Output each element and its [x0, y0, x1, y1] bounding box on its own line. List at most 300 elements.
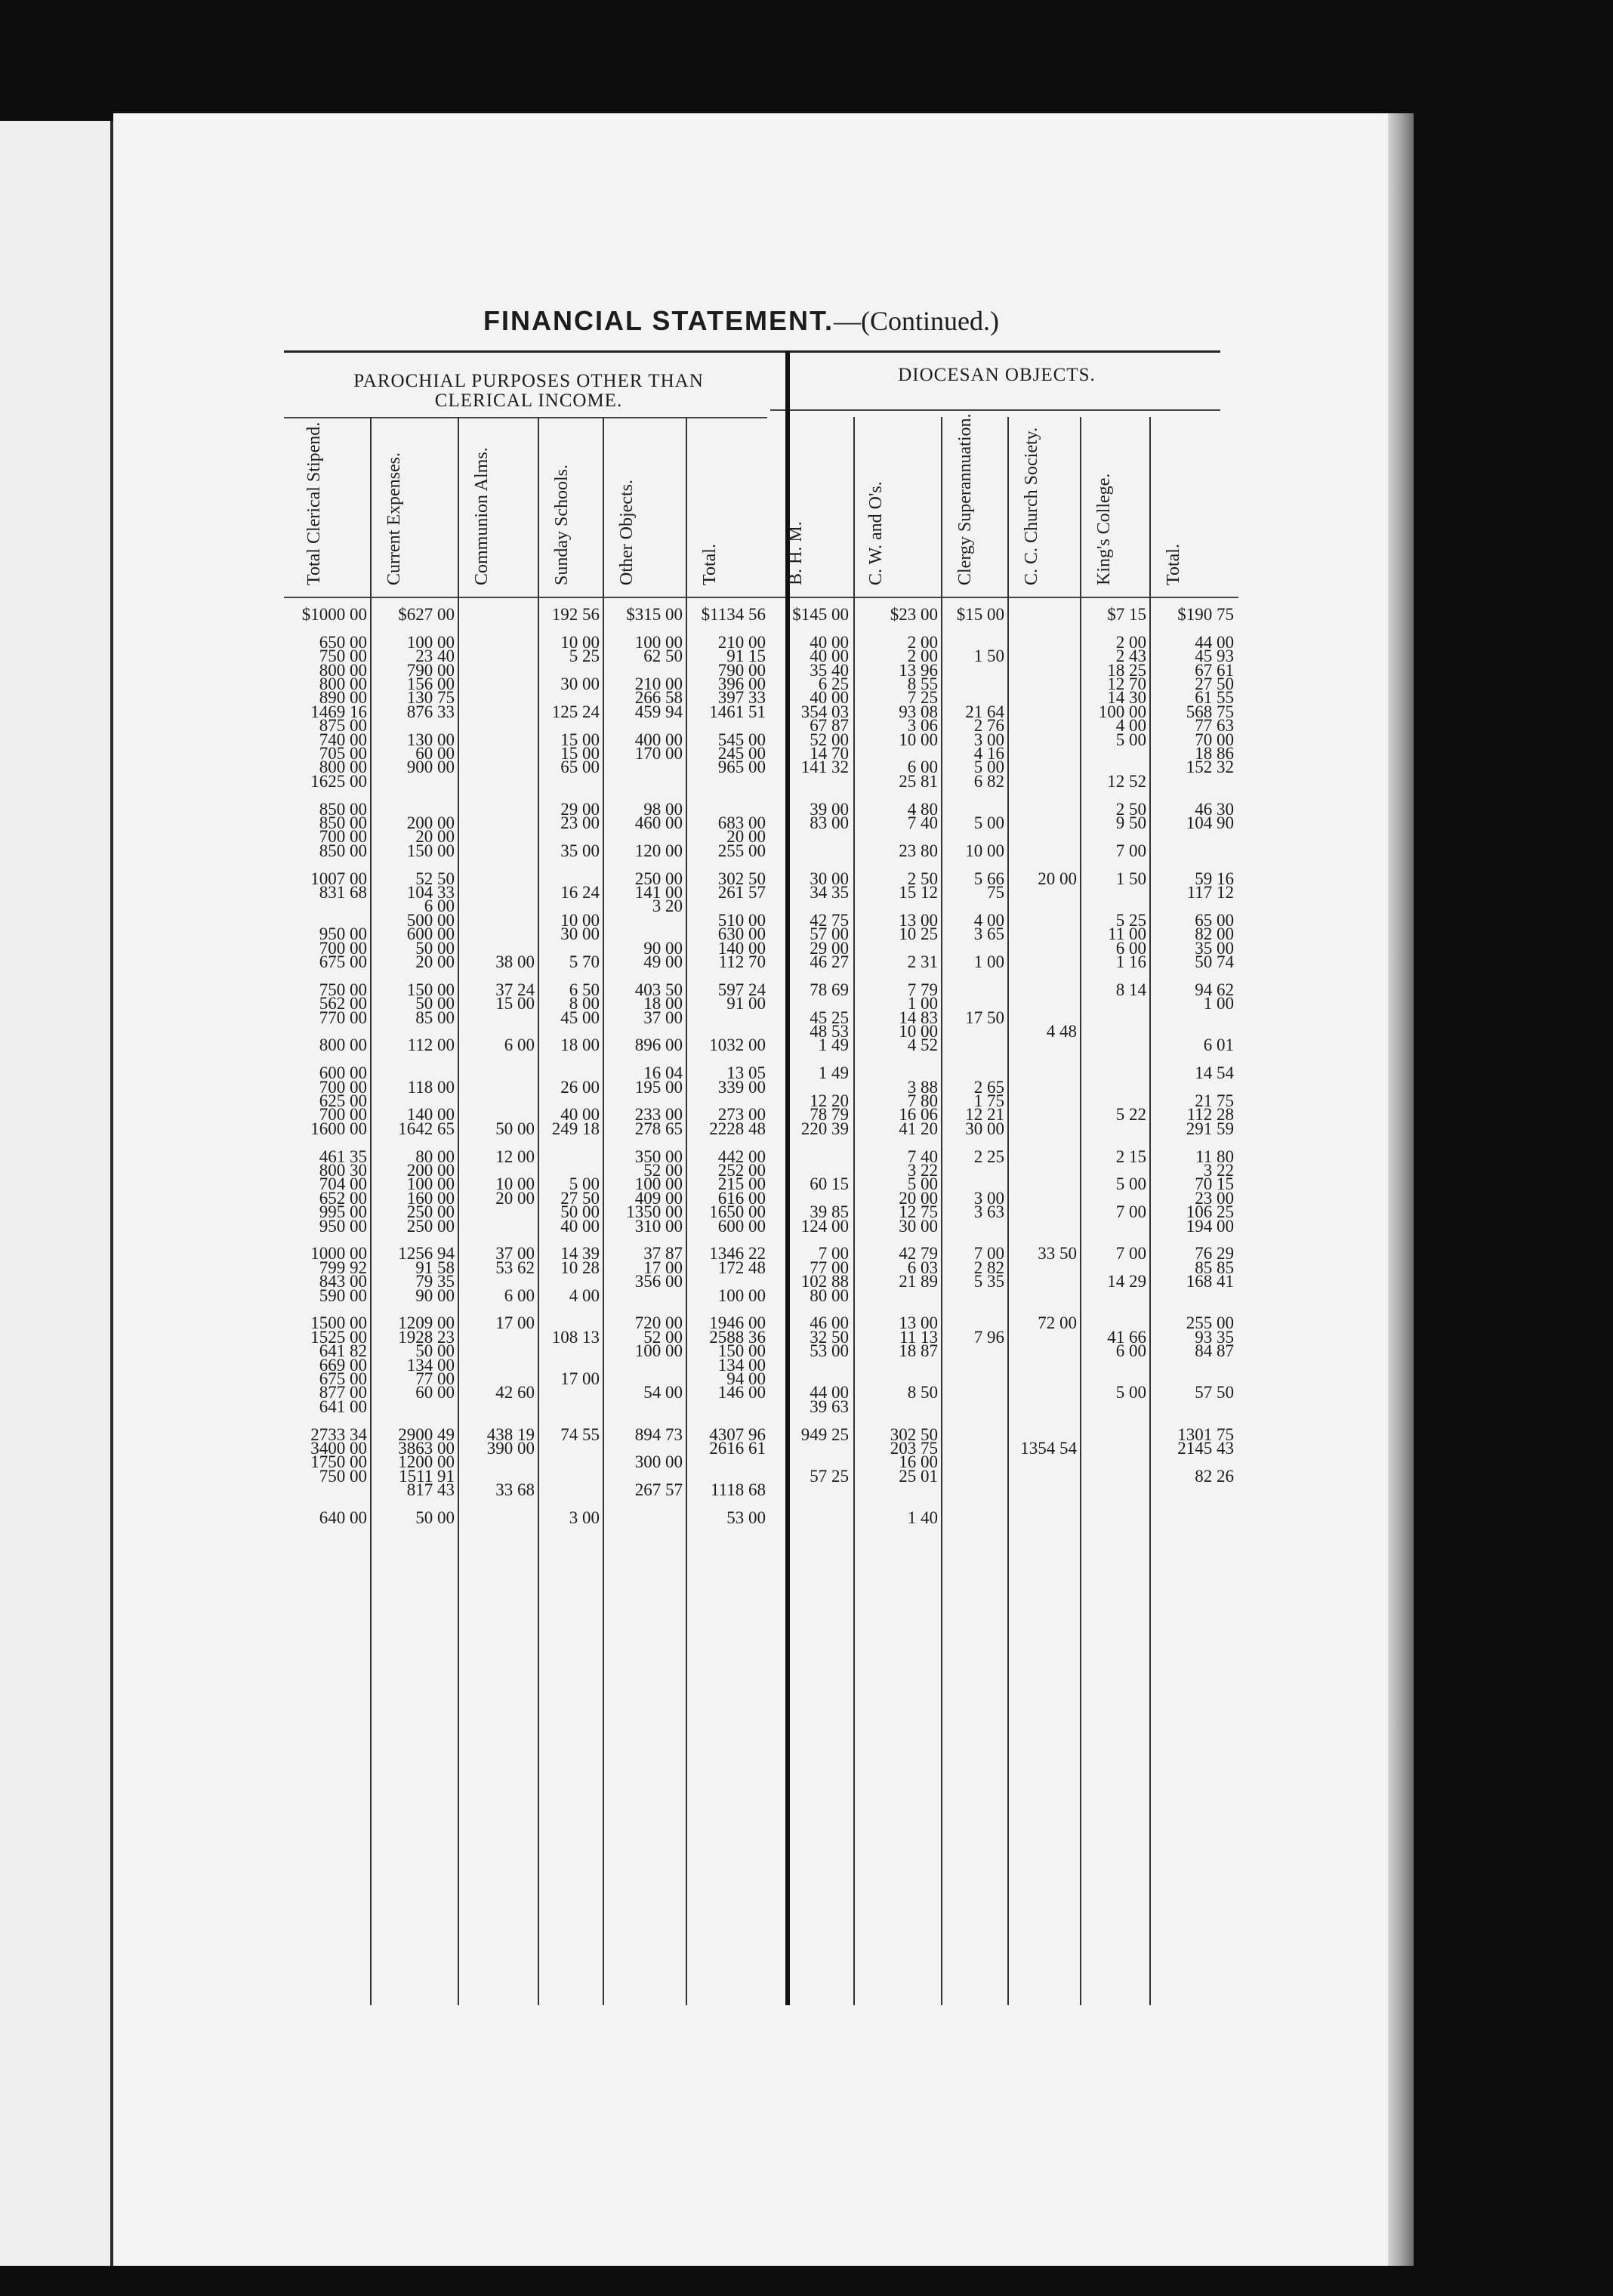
- table-cell: 40 00: [810, 647, 849, 666]
- table-cell: 1625 00: [310, 771, 367, 791]
- diocesan-group-header: DIOCESAN OBJECTS.: [898, 365, 1096, 385]
- table-cell: 750 00: [319, 980, 367, 999]
- table-cell: 112 70: [718, 952, 766, 971]
- table-cell: 53 62: [495, 1258, 535, 1277]
- table-cell: 12 52: [1107, 771, 1146, 791]
- table-cell: 21 64: [965, 702, 1004, 721]
- table-cell: 2 00: [1115, 632, 1146, 652]
- table-cell: 900 00: [406, 758, 455, 777]
- table-cell: 93 35: [1195, 1327, 1234, 1347]
- table-cell: 100 00: [634, 1174, 683, 1194]
- table-cell: 29 00: [560, 799, 600, 819]
- table-cell: 100 00: [406, 1174, 455, 1194]
- table-cell: 35 40: [810, 660, 849, 680]
- table-cell: 25 01: [899, 1466, 938, 1486]
- table-cell: 13 00: [899, 1313, 938, 1333]
- table-cell: 33 50: [1038, 1244, 1077, 1264]
- table-cell: 675 00: [319, 1369, 367, 1388]
- table-cell: 104 33: [406, 883, 455, 902]
- table-cell: 2588 36: [709, 1327, 766, 1347]
- table-cell: 1032 00: [709, 1035, 766, 1055]
- table-cell: 6 25: [818, 674, 849, 693]
- table-cell: 568 75: [1186, 702, 1234, 721]
- table-cell: 1642 65: [398, 1119, 455, 1138]
- table-cell: $190 75: [1177, 605, 1234, 624]
- table-cell: 1 49: [818, 1063, 849, 1083]
- table-cell: 8 50: [907, 1383, 938, 1403]
- table-cell: 1946 00: [709, 1313, 766, 1333]
- table-cell: 245 00: [717, 744, 766, 763]
- table-cell: 50 00: [415, 1341, 455, 1361]
- column-header: Other Objects.: [617, 480, 637, 585]
- table-cell: 152 32: [1186, 758, 1234, 777]
- table-cell: 16 04: [643, 1063, 683, 1083]
- table-cell: 3 00: [973, 730, 1004, 749]
- table-cell: 130 00: [406, 730, 455, 749]
- table-cell: 117 12: [1186, 883, 1234, 902]
- table-cell: 77 63: [1195, 716, 1234, 736]
- table-cell: 7 40: [907, 1146, 938, 1166]
- table-cell: 2228 48: [709, 1119, 766, 1138]
- table-cell: 17 50: [965, 1008, 1004, 1027]
- table-cell: 995 00: [319, 1202, 367, 1222]
- table-cell: 23 80: [899, 841, 938, 860]
- table-cell: 37 00: [495, 1244, 535, 1264]
- table-cell: 831 68: [319, 883, 367, 902]
- table-cell: 67 61: [1195, 660, 1234, 680]
- table-cell: 50 00: [560, 1202, 600, 1222]
- table-cell: 2 65: [973, 1077, 1004, 1097]
- table-cell: 267 57: [634, 1480, 683, 1500]
- table-cell: 11 00: [1108, 924, 1146, 944]
- table-cell: 876 33: [406, 702, 455, 721]
- table-cell: 46 27: [810, 952, 849, 971]
- table-cell: 12 20: [810, 1091, 849, 1110]
- table-cell: 14 39: [560, 1244, 600, 1264]
- header-bottom-rule: [284, 597, 1238, 598]
- table-cell: 4 80: [907, 799, 938, 819]
- table-cell: 52 50: [415, 869, 455, 888]
- table-cell: 7 00: [1115, 841, 1146, 860]
- table-cell: 302 50: [717, 869, 766, 888]
- table-cell: 600 00: [717, 1216, 766, 1236]
- table-cell: 18 00: [560, 1035, 600, 1055]
- table-cell: 1750 00: [310, 1452, 367, 1472]
- table-cell: 134 00: [717, 1355, 766, 1375]
- table-cell: 46 30: [1195, 799, 1234, 819]
- table-cell: 261 57: [717, 883, 766, 902]
- table-cell: 1511 91: [399, 1466, 455, 1486]
- table-cell: 70 00: [1195, 730, 1234, 749]
- table-cell: 18 87: [899, 1341, 938, 1361]
- table-cell: 7 96: [973, 1327, 1004, 1347]
- table-cell: 800 00: [319, 1035, 367, 1055]
- table-cell: 790 00: [717, 660, 766, 680]
- table-cell: 6 82: [973, 771, 1004, 791]
- table-cell: $145 00: [792, 605, 849, 624]
- table-cell: 10 25: [899, 924, 938, 944]
- table-cell: 1 49: [818, 1035, 849, 1055]
- table-cell: 5 00: [973, 813, 1004, 832]
- table-cell: 6 00: [504, 1035, 535, 1055]
- table-cell: 45 00: [560, 1008, 600, 1027]
- table-cell: 84 87: [1195, 1341, 1234, 1361]
- table-cell: 23 00: [560, 813, 600, 832]
- table-cell: 770 00: [319, 1008, 367, 1027]
- table-cell: 1256 94: [398, 1244, 455, 1264]
- table-cell: 94 00: [726, 1369, 766, 1388]
- table-cell: 33 68: [495, 1480, 535, 1500]
- column-header: C. W. and O's.: [866, 481, 886, 585]
- table-cell: 23 00: [1195, 1188, 1234, 1208]
- table-cell: 192 56: [551, 605, 600, 624]
- table-cell: 1469 16: [310, 702, 367, 721]
- table-cell: 800 00: [319, 660, 367, 680]
- table-cell: 20 00: [415, 952, 455, 971]
- table-cell: 65 00: [1195, 910, 1234, 930]
- table-cell: 23 40: [415, 647, 455, 666]
- table-cell: 2 25: [973, 1146, 1004, 1166]
- table-cell: 13 96: [899, 660, 938, 680]
- table-cell: 461 35: [319, 1146, 367, 1166]
- column-header: Clergy Superannuation.: [955, 413, 975, 585]
- table-cell: 5 00: [569, 1174, 600, 1194]
- table-cell: 10 00: [560, 910, 600, 930]
- table-cell: 1 00: [973, 952, 1004, 971]
- table-cell: 7 00: [818, 1244, 849, 1264]
- table-cell: 7 40: [907, 813, 938, 832]
- table-cell: 53 00: [810, 1341, 849, 1361]
- table-cell: 15 00: [560, 744, 600, 763]
- table-cell: 704 00: [319, 1174, 367, 1194]
- table-cell: 39 00: [810, 799, 849, 819]
- table-cell: 34 35: [810, 883, 849, 902]
- column-header: King's College.: [1094, 473, 1114, 585]
- table-cell: 10 28: [560, 1258, 600, 1277]
- table-cell: 2 76: [973, 716, 1004, 736]
- table-cell: 70 15: [1195, 1174, 1234, 1194]
- table-cell: 740 00: [319, 730, 367, 749]
- table-cell: 78 79: [810, 1105, 849, 1125]
- table-cell: 21 89: [899, 1272, 938, 1292]
- table-cell: 11 13: [899, 1327, 938, 1347]
- table-cell: 26 00: [560, 1077, 600, 1097]
- table-cell: 850 00: [319, 799, 367, 819]
- table-cell: 1928 23: [398, 1327, 455, 1347]
- table-cell: 60 15: [810, 1174, 849, 1194]
- facing-page-edge: [0, 121, 113, 2266]
- table-cell: 32 50: [810, 1327, 849, 1347]
- table-cell: 354 03: [800, 702, 849, 721]
- table-cell: $627 00: [398, 605, 455, 624]
- table-cell: 79 35: [415, 1272, 455, 1292]
- table-cell: 5 00: [1115, 1174, 1146, 1194]
- table-cell: 75: [987, 883, 1004, 902]
- table-cell: 817 43: [406, 1480, 455, 1500]
- table-cell: 1000 00: [310, 1244, 367, 1264]
- table-cell: 134 00: [406, 1355, 455, 1375]
- page-title: [483, 305, 999, 337]
- table-cell: 220 39: [800, 1119, 849, 1138]
- table-cell: 112 28: [1186, 1105, 1234, 1125]
- table-cell: 4 52: [907, 1035, 938, 1055]
- table-cell: 200 00: [406, 1161, 455, 1180]
- table-cell: 156 00: [406, 674, 455, 693]
- table-cell: 210 00: [717, 632, 766, 652]
- column-header: Total Clerical Stipend.: [304, 421, 324, 585]
- table-cell: 10 00: [899, 1022, 938, 1041]
- table-cell: 94 62: [1195, 980, 1234, 999]
- table-cell: 53 00: [726, 1508, 766, 1527]
- table-cell: 500 00: [406, 910, 455, 930]
- table-cell: 5 66: [973, 869, 1004, 888]
- page-edge-shadow: [1388, 113, 1414, 2266]
- table-cell: 77 00: [415, 1369, 455, 1388]
- table-cell: 39 63: [810, 1396, 849, 1416]
- title-main: FINANCIAL STATEMENT.: [483, 305, 834, 336]
- diocesan-subrule: [770, 409, 1220, 411]
- table-cell: 100 00: [717, 1285, 766, 1305]
- table-cell: 1350 00: [626, 1202, 683, 1222]
- table-cell: 675 00: [319, 952, 367, 971]
- column-header: Sunday Schools.: [552, 464, 572, 585]
- table-cell: 52 00: [643, 1327, 683, 1347]
- table-cell: 85 85: [1195, 1258, 1234, 1277]
- table-cell: 3863 00: [398, 1439, 455, 1458]
- table-cell: 4 00: [1115, 716, 1146, 736]
- table-cell: 249 18: [551, 1119, 600, 1138]
- table-cell: 5 25: [569, 647, 600, 666]
- table-cell: 35 00: [1195, 938, 1234, 958]
- table-cell: 950 00: [319, 1216, 367, 1236]
- table-cell: 750 00: [319, 1466, 367, 1486]
- table-cell: 8 00: [569, 994, 600, 1014]
- table-cell: 13 00: [899, 910, 938, 930]
- table-cell: 7 80: [907, 1091, 938, 1110]
- table-cell: 168 41: [1186, 1272, 1234, 1292]
- table-cell: 20 00: [1038, 869, 1077, 888]
- table-cell: 42 75: [810, 910, 849, 930]
- table-cell: 3 22: [1203, 1161, 1234, 1180]
- table-cell: 61 55: [1195, 688, 1234, 708]
- table-cell: 170 00: [634, 744, 683, 763]
- table-cell: 409 00: [634, 1188, 683, 1208]
- table-cell: 1 50: [973, 647, 1004, 666]
- table-cell: 396 00: [717, 674, 766, 693]
- table-cell: 16 24: [560, 883, 600, 902]
- table-cell: $1000 00: [301, 605, 367, 624]
- table-cell: 27 50: [560, 1188, 600, 1208]
- table-cell: 140 00: [717, 938, 766, 958]
- table-cell: 93 08: [899, 702, 938, 721]
- table-cell: 57 00: [810, 924, 849, 944]
- table-cell: 59 16: [1195, 869, 1234, 888]
- table-cell: 1 75: [973, 1091, 1004, 1110]
- table-cell: 700 00: [319, 938, 367, 958]
- table-cell: 705 00: [319, 744, 367, 763]
- table-cell: 2 50: [1115, 799, 1146, 819]
- table-cell: 210 00: [634, 674, 683, 693]
- table-cell: 9 50: [1115, 813, 1146, 832]
- table-cell: 25 81: [899, 771, 938, 791]
- table-cell: 1 16: [1115, 952, 1146, 971]
- table-cell: 442 00: [717, 1146, 766, 1166]
- table-cell: 15 12: [899, 883, 938, 902]
- table-cell: 5 70: [569, 952, 600, 971]
- table-cell: 459 94: [634, 702, 683, 721]
- table-cell: 460 00: [634, 813, 683, 832]
- table-cell: 4 00: [973, 910, 1004, 930]
- table-cell: 42 60: [495, 1383, 535, 1403]
- table-cell: 50 00: [415, 1508, 455, 1527]
- parochial-group-header: PAROCHIAL PURPOSES OTHER THAN CLERICAL INCOME.: [353, 371, 704, 411]
- table-cell: 252 00: [717, 1161, 766, 1180]
- table-cell: 80 00: [415, 1146, 455, 1166]
- table-cell: 390 00: [486, 1439, 535, 1458]
- table-cell: 339 00: [717, 1077, 766, 1097]
- column-header: Current Expenses.: [384, 452, 404, 585]
- table-cell: 57 25: [810, 1466, 849, 1486]
- table-cell: 6 00: [1115, 938, 1146, 958]
- table-cell: 1118 68: [710, 1480, 766, 1500]
- table-cell: 112 00: [407, 1035, 455, 1055]
- table-cell: 850 00: [319, 813, 367, 832]
- table-cell: 20 00: [899, 1188, 938, 1208]
- table-cell: 894 73: [634, 1424, 683, 1444]
- title-sub: —(Continued.): [833, 306, 999, 336]
- table-cell: 12 70: [1107, 674, 1146, 693]
- table-cell: 30 00: [560, 924, 600, 944]
- table-cell: 16 00: [899, 1452, 938, 1472]
- table-cell: 82 26: [1195, 1466, 1234, 1486]
- table-cell: 150 00: [717, 1341, 766, 1361]
- parochial-subrule: [284, 417, 767, 418]
- table-cell: 625 00: [319, 1091, 367, 1110]
- table-cell: 4307 96: [709, 1424, 766, 1444]
- table-cell: 60 00: [415, 744, 455, 763]
- table-cell: 8 55: [907, 674, 938, 693]
- table-cell: 42 79: [899, 1244, 938, 1264]
- table-cell: 5 35: [973, 1272, 1004, 1292]
- table-cell: 82 00: [1195, 924, 1234, 944]
- table-cell: 50 00: [415, 994, 455, 1014]
- table-cell: 273 00: [717, 1105, 766, 1125]
- table-cell: 3 65: [973, 924, 1004, 944]
- table-cell: 200 00: [406, 813, 455, 832]
- table-cell: 850 00: [319, 841, 367, 860]
- table-cell: 3 00: [569, 1508, 600, 1527]
- table-cell: 6 00: [424, 896, 455, 916]
- table-cell: 90 00: [643, 938, 683, 958]
- table-cell: 100 00: [634, 1341, 683, 1361]
- table-cell: 50 74: [1195, 952, 1234, 971]
- column-header: Total.: [1164, 544, 1183, 585]
- table-cell: 57 50: [1195, 1383, 1234, 1403]
- table-cell: 5 22: [1115, 1105, 1146, 1125]
- table-cell: 40 00: [560, 1105, 600, 1125]
- table-cell: $315 00: [626, 605, 683, 624]
- table-cell: 37 00: [643, 1008, 683, 1027]
- table-cell: 50 00: [415, 938, 455, 958]
- table-cell: 29 00: [810, 938, 849, 958]
- table-cell: 3400 00: [310, 1439, 367, 1458]
- table-cell: 45 93: [1195, 647, 1234, 666]
- table-cell: 83 00: [810, 813, 849, 832]
- table-cell: 2 00: [907, 647, 938, 666]
- table-cell: 5 25: [1115, 910, 1146, 930]
- table-cell: 669 00: [319, 1355, 367, 1375]
- table-cell: 160 00: [406, 1188, 455, 1208]
- table-cell: 2 15: [1115, 1146, 1146, 1166]
- table-cell: 1209 00: [398, 1313, 455, 1333]
- table-cell: 300 00: [634, 1452, 683, 1472]
- table-cell: 843 00: [319, 1272, 367, 1292]
- table-cell: 4 16: [973, 744, 1004, 763]
- table-cell: 72 00: [1038, 1313, 1077, 1333]
- table-cell: 10 00: [899, 730, 938, 749]
- table-cell: 2 82: [973, 1258, 1004, 1277]
- table-cell: 17 00: [643, 1258, 683, 1277]
- table-cell: 14 70: [810, 744, 849, 763]
- table-cell: 590 00: [319, 1285, 367, 1305]
- table-cell: 120 00: [634, 841, 683, 860]
- table-cell: $23 00: [890, 605, 938, 624]
- table-cell: 106 25: [1186, 1202, 1234, 1222]
- table-cell: 16 06: [899, 1105, 938, 1125]
- table-cell: 15 00: [495, 994, 535, 1014]
- table-cell: 150 00: [406, 841, 455, 860]
- table-cell: 62 50: [643, 647, 683, 666]
- table-cell: 91 00: [726, 994, 766, 1014]
- table-cell: 140 00: [406, 1105, 455, 1125]
- table-cell: 641 82: [319, 1341, 367, 1361]
- table-cell: 5 00: [1115, 730, 1146, 749]
- table-cell: 38 00: [495, 952, 535, 971]
- table-cell: 11 80: [1195, 1146, 1234, 1166]
- table-cell: 6 03: [907, 1258, 938, 1277]
- table-cell: 50 00: [495, 1119, 535, 1138]
- table-cell: 8 14: [1115, 980, 1146, 999]
- table-cell: 250 00: [634, 869, 683, 888]
- table-cell: 700 00: [319, 1105, 367, 1125]
- table-cell: 1007 00: [310, 869, 367, 888]
- table-cell: 1354 54: [1020, 1439, 1077, 1458]
- table-cell: 20 00: [415, 827, 455, 847]
- table-cell: 650 00: [319, 632, 367, 652]
- table-cell: 640 00: [319, 1508, 367, 1527]
- table-cell: 950 00: [319, 924, 367, 944]
- table-cell: 17 00: [495, 1313, 535, 1333]
- table-cell: 100 00: [634, 632, 683, 652]
- column-divider: [458, 417, 459, 2005]
- table-cell: 700 00: [319, 827, 367, 847]
- table-cell: 302 50: [890, 1424, 938, 1444]
- table-cell: 141 32: [800, 758, 849, 777]
- table-cell: 77 00: [810, 1258, 849, 1277]
- table-cell: 799 92: [319, 1258, 367, 1277]
- table-top-rule: [284, 350, 1220, 353]
- table-cell: 30 00: [560, 674, 600, 693]
- table-cell: 125 24: [551, 702, 600, 721]
- table-cell: 250 00: [406, 1216, 455, 1236]
- table-cell: 14 83: [899, 1008, 938, 1027]
- table-cell: 233 00: [634, 1105, 683, 1125]
- table-cell: 7 00: [1115, 1202, 1146, 1222]
- table-cell: 146 00: [717, 1383, 766, 1403]
- table-cell: 600 00: [406, 924, 455, 944]
- table-cell: 949 25: [800, 1424, 849, 1444]
- table-cell: 3 00: [973, 1188, 1004, 1208]
